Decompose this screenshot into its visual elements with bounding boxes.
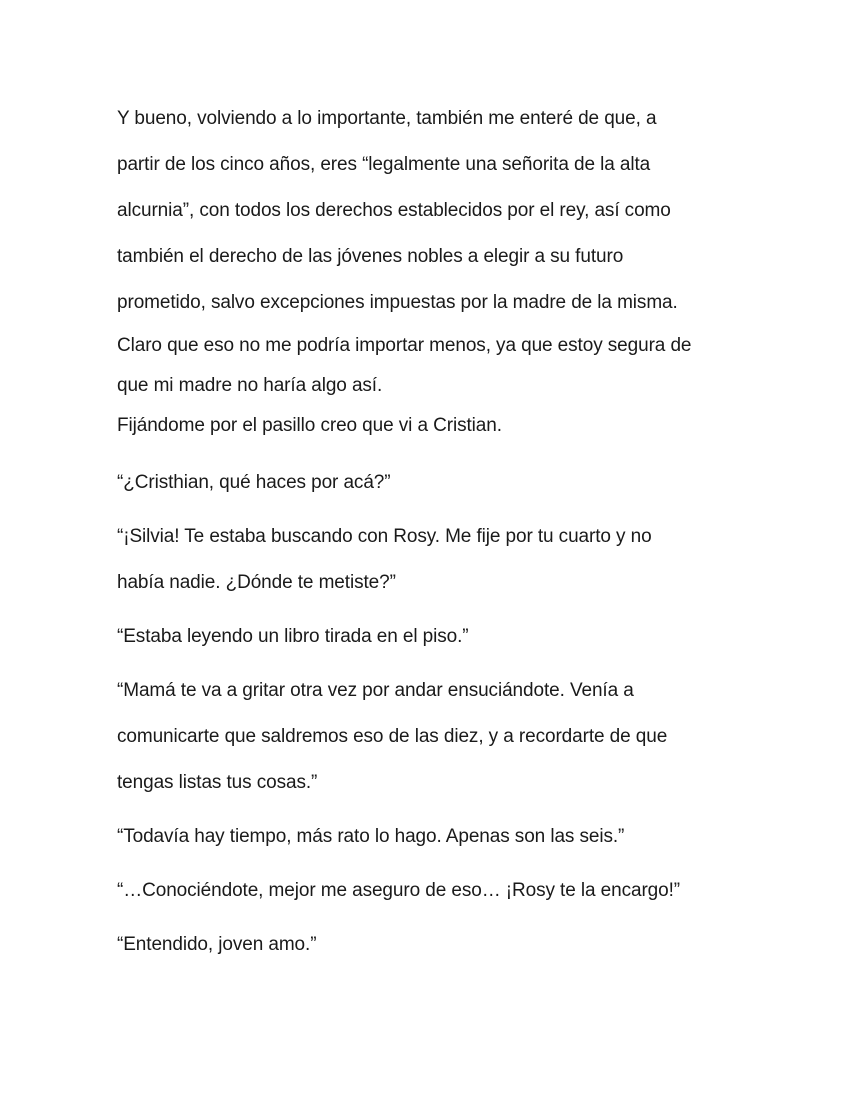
text-line: Y bueno, volviendo a lo importante, también me enteré de que, a bbox=[117, 108, 657, 129]
text-line: “Mamá te va a gritar otra vez por andar ensuciándote. Venía a bbox=[117, 680, 634, 701]
text-line: partir de los cinco años, eres “legalmente una señorita de la alta bbox=[117, 154, 651, 175]
text-line: también el derecho de las jóvenes nobles a elegir a su futuro bbox=[117, 246, 624, 267]
text-line: tengas listas tus cosas.” bbox=[117, 772, 318, 793]
paragraph-spacing bbox=[117, 506, 767, 514]
text-line: Claro que eso no me podría importar menos, ya que estoy segura de bbox=[117, 335, 692, 356]
text-line: “¿Cristhian, qué haces por acá?” bbox=[117, 472, 391, 493]
text-line: Fijándome por el pasillo creo que vi a Cristian. bbox=[117, 415, 502, 436]
text-line: alcurnia”, con todos los derechos establecidos por el rey, así como bbox=[117, 200, 671, 221]
narrative-paragraph-3 bbox=[117, 406, 767, 446]
text-line: comunicarte que saldremos eso de las diez, y a recordarte de que bbox=[117, 726, 668, 747]
text-line: prometido, salvo excepciones impuestas por la madre de la misma. bbox=[117, 292, 678, 313]
text-line: “¡Silvia! Te estaba buscando con Rosy. Me fije por tu cuarto y no bbox=[117, 526, 652, 547]
text-line: había nadie. ¿Dónde te metiste?” bbox=[117, 572, 396, 593]
paragraph-spacing bbox=[117, 914, 767, 922]
paragraph-spacing bbox=[117, 446, 767, 460]
dialogue-line-4 bbox=[117, 668, 767, 806]
text-line: “Entendido, joven amo.” bbox=[117, 934, 317, 955]
paragraph-spacing bbox=[117, 660, 767, 668]
paragraph-spacing bbox=[117, 806, 767, 814]
dialogue-line-5 bbox=[117, 814, 767, 860]
text-line: “Todavía hay tiempo, más rato lo hago. Apenas son las seis.” bbox=[117, 826, 625, 847]
paragraph-spacing bbox=[117, 606, 767, 614]
dialogue-line-6 bbox=[117, 868, 767, 914]
text-line: “Estaba leyendo un libro tirada en el piso.” bbox=[117, 626, 469, 647]
dialogue-line-7 bbox=[117, 922, 767, 968]
text-line: que mi madre no haría algo así. bbox=[117, 375, 383, 396]
text-line: “…Conociéndote, mejor me aseguro de eso… ¡Rosy te la encargo!” bbox=[117, 880, 681, 901]
narrative-paragraph-2 bbox=[117, 326, 767, 406]
narrative-paragraph-1 bbox=[117, 96, 767, 326]
document-page bbox=[117, 96, 767, 968]
dialogue-line-3 bbox=[117, 614, 767, 660]
paragraph-spacing bbox=[117, 860, 767, 868]
dialogue-line-2 bbox=[117, 514, 767, 606]
dialogue-line-1 bbox=[117, 460, 767, 506]
